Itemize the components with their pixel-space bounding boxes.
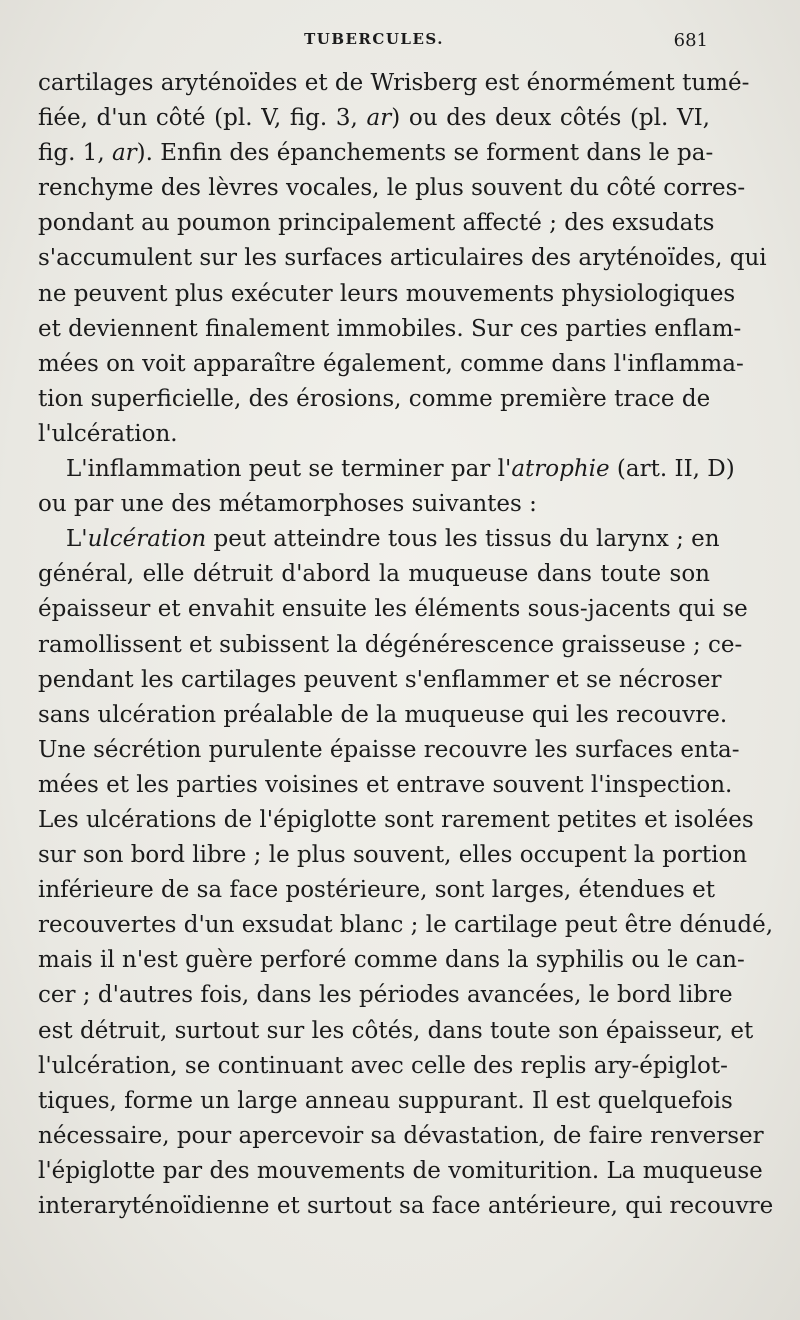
text-span: nécessaire, pour apercevoir sa dévastation, de faire renverser [38, 1122, 764, 1149]
text-line [38, 382, 710, 417]
text-span: ou par une des métamorphoses suivantes : [38, 491, 537, 518]
text-line [38, 312, 742, 347]
text-span: ). Enfin des épanchements se forment dans le pa- [136, 140, 714, 167]
text-line [38, 592, 748, 627]
text-span: pendant les cartilages peuvent s'enflammer et se nécroser [38, 666, 722, 693]
text-line [38, 557, 710, 592]
text-line [38, 768, 733, 803]
text-line [38, 873, 715, 908]
text-span: l'ulcération, se continuant avec celle des replis ary-épiglot- [38, 1052, 728, 1079]
text-span: (art. II, D) [609, 456, 735, 483]
text-line [38, 1084, 733, 1119]
text-span: L' [66, 526, 88, 553]
running-title: TUBERCULES. [304, 30, 444, 48]
text-span: Une sécrétion purulente épaisse recouvre les surfaces enta- [38, 736, 740, 763]
italic-text: atrophie [511, 456, 610, 483]
text-line [38, 101, 710, 136]
italic-text: ar [366, 105, 392, 132]
text-line [38, 241, 767, 276]
text-span: sans ulcération préalable de la muqueuse qui les recouvre. [38, 701, 728, 728]
text-line [38, 803, 754, 838]
page-number: 681 [673, 30, 708, 51]
text-span: L'inflammation peut se terminer par l' [66, 456, 512, 483]
text-span: mées et les parties voisines et entrave souvent l'inspection. [38, 771, 733, 798]
text-line [38, 171, 746, 206]
text-line [38, 347, 744, 382]
text-span: mais il n'est guère perforé comme dans la syphilis ou le can- [38, 947, 745, 974]
text-span: l'épiglotte par des mouvements de vomiturition. La muqueuse [38, 1157, 763, 1184]
italic-text: ulcération [87, 526, 207, 553]
text-line [38, 698, 728, 733]
text-line [38, 908, 774, 943]
text-span: fiée, d'un côté (pl. V, fig. 3, [38, 105, 367, 132]
text-span: et deviennent finalement immobiles. Sur ces parties enflam- [38, 315, 742, 342]
text-line [38, 522, 720, 557]
text-line [38, 417, 710, 452]
text-line [38, 838, 748, 873]
text-line [38, 978, 733, 1013]
text-span: tion superficielle, des érosions, comme première trace de [38, 385, 711, 412]
text-span: fig. 1, [38, 140, 112, 167]
text-line [38, 663, 722, 698]
text-span: l'ulcération. [38, 420, 178, 447]
text-line [38, 136, 714, 171]
text-span: ne peuvent plus exécuter leurs mouvements physiologiques [38, 280, 736, 307]
text-line [38, 628, 743, 663]
text-span: épaisseur et envahit ensuite les éléments sous-jacents qui se [38, 596, 748, 623]
italic-text: ar [111, 140, 137, 167]
text-span: cartilages aryténoïdes et de Wrisberg est énormément tumé- [38, 70, 750, 96]
text-span: cer ; d'autres fois, dans les périodes avancées, le bord libre [38, 982, 733, 1009]
text-line [38, 1049, 728, 1084]
text-span: Les ulcérations de l'épiglotte sont rarement petites et isolées [38, 806, 754, 833]
text-line [38, 1014, 754, 1049]
text-span: ) ou des deux côtés (pl. VI, [391, 105, 710, 132]
text-span: tiques, forme un large anneau suppurant. Il est quelquefois [38, 1087, 733, 1114]
text-span: renchyme des lèvres vocales, le plus souvent du côté corres- [38, 175, 746, 202]
text-span: peut atteindre tous les tissus du larynx ; en [206, 526, 720, 553]
text-span: recouvertes d'un exsudat blanc ; le cartilage peut être dénudé, [38, 912, 774, 939]
page-header [38, 30, 710, 58]
text-span: inférieure de sa face postérieure, sont larges, étendues et [38, 877, 715, 904]
text-span: ramollissent et subissent la dégénérescence graisseuse ; ce- [38, 631, 743, 658]
text-span: interaryténoïdienne et surtout sa face antérieure, qui recouvre [38, 1193, 774, 1219]
text-line [38, 1119, 764, 1154]
body-text [38, 66, 774, 1224]
text-span: s'accumulent sur les surfaces articulaires des aryténoïdes, qui [38, 245, 767, 272]
text-span: général, elle détruit d'abord la muqueuse dans toute son [38, 561, 710, 588]
text-line [38, 277, 736, 312]
text-line [38, 1154, 763, 1189]
text-line [38, 452, 735, 487]
text-span: pondant au poumon principalement affecté ; des exsudats [38, 210, 715, 237]
text-span: mées on voit apparaître également, comme dans l'inflamma- [38, 350, 744, 377]
text-line [38, 943, 745, 978]
text-line [38, 733, 740, 768]
text-line [38, 206, 715, 241]
text-span: est détruit, surtout sur les côtés, dans toute son épaisseur, et [38, 1017, 754, 1044]
text-line [38, 66, 750, 101]
text-line [38, 487, 710, 522]
text-line [38, 1189, 774, 1224]
text-span: sur son bord libre ; le plus souvent, elles occupent la portion [38, 842, 748, 869]
